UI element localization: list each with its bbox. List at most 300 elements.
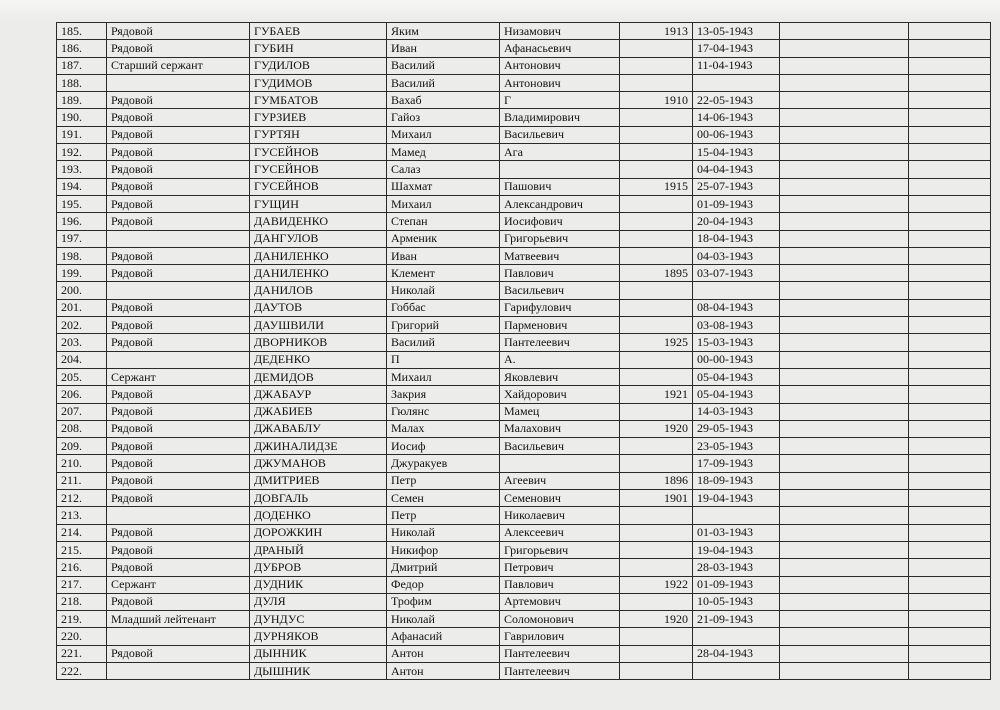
date-cell: 17-04-1943 xyxy=(693,40,780,57)
registry-rows xyxy=(57,23,991,680)
patronymic-cell: Артемович xyxy=(500,593,620,610)
empty-cell-1 xyxy=(780,438,909,455)
empty-cell-1 xyxy=(780,126,909,143)
rank-cell: Старший сержант xyxy=(107,57,250,74)
empty-cell-1 xyxy=(780,524,909,541)
row-number: 189. xyxy=(57,92,107,109)
row-number: 205. xyxy=(57,368,107,385)
birth-year-cell xyxy=(620,282,693,299)
birth-year-cell xyxy=(620,593,693,610)
empty-cell-2 xyxy=(909,317,991,334)
row-number: 209. xyxy=(57,438,107,455)
table-row xyxy=(57,403,991,420)
row-number: 195. xyxy=(57,195,107,212)
date-cell: 01-09-1943 xyxy=(693,195,780,212)
date-cell: 20-04-1943 xyxy=(693,213,780,230)
patronymic-cell: Матвеевич xyxy=(500,247,620,264)
empty-cell-2 xyxy=(909,247,991,264)
birth-year-cell xyxy=(620,351,693,368)
row-number: 221. xyxy=(57,645,107,662)
rank-cell: Рядовой xyxy=(107,386,250,403)
empty-cell-1 xyxy=(780,57,909,74)
rank-cell: Рядовой xyxy=(107,403,250,420)
patronymic-cell: Пантелеевич xyxy=(500,645,620,662)
first-name-cell: Петр xyxy=(387,472,500,489)
table-row xyxy=(57,265,991,282)
empty-cell-2 xyxy=(909,368,991,385)
empty-cell-2 xyxy=(909,351,991,368)
empty-cell-2 xyxy=(909,438,991,455)
empty-cell-2 xyxy=(909,524,991,541)
table-row xyxy=(57,334,991,351)
first-name-cell: Никифор xyxy=(387,541,500,558)
birth-year-cell xyxy=(620,195,693,212)
date-cell: 05-04-1943 xyxy=(693,368,780,385)
patronymic-cell: Васильевич xyxy=(500,438,620,455)
empty-cell-2 xyxy=(909,161,991,178)
surname-cell: ДЫШНИК xyxy=(250,662,387,679)
surname-cell: ДУБРОВ xyxy=(250,559,387,576)
rank-cell xyxy=(107,662,250,679)
surname-cell: ГУМБАТОВ xyxy=(250,92,387,109)
empty-cell-2 xyxy=(909,490,991,507)
row-number: 192. xyxy=(57,144,107,161)
surname-cell: ДЖУМАНОВ xyxy=(250,455,387,472)
empty-cell-2 xyxy=(909,230,991,247)
first-name-cell: Арменик xyxy=(387,230,500,247)
first-name-cell: Семен xyxy=(387,490,500,507)
table-row xyxy=(57,144,991,161)
date-cell: 23-05-1943 xyxy=(693,438,780,455)
registry-table xyxy=(56,22,991,680)
surname-cell: ГУСЕЙНОВ xyxy=(250,161,387,178)
date-cell: 22-05-1943 xyxy=(693,92,780,109)
rank-cell: Рядовой xyxy=(107,334,250,351)
empty-cell-2 xyxy=(909,507,991,524)
first-name-cell: Иван xyxy=(387,40,500,57)
birth-year-cell xyxy=(620,455,693,472)
rank-cell xyxy=(107,282,250,299)
row-number: 203. xyxy=(57,334,107,351)
table-row xyxy=(57,420,991,437)
date-cell xyxy=(693,507,780,524)
rank-cell: Рядовой xyxy=(107,109,250,126)
empty-cell-2 xyxy=(909,628,991,645)
table-row xyxy=(57,92,991,109)
patronymic-cell: А. xyxy=(500,351,620,368)
surname-cell: ДУДНИК xyxy=(250,576,387,593)
empty-cell-2 xyxy=(909,559,991,576)
rank-cell: Рядовой xyxy=(107,420,250,437)
page-top-edge xyxy=(0,0,1000,20)
first-name-cell: Василий xyxy=(387,74,500,91)
first-name-cell: Афанасий xyxy=(387,628,500,645)
empty-cell-1 xyxy=(780,403,909,420)
birth-year-cell xyxy=(620,230,693,247)
empty-cell-2 xyxy=(909,403,991,420)
surname-cell: ДОДЕНКО xyxy=(250,507,387,524)
rank-cell xyxy=(107,507,250,524)
table-row xyxy=(57,576,991,593)
birth-year-cell xyxy=(620,403,693,420)
row-number: 185. xyxy=(57,23,107,40)
patronymic-cell: Владимирович xyxy=(500,109,620,126)
empty-cell-1 xyxy=(780,247,909,264)
empty-cell-1 xyxy=(780,628,909,645)
surname-cell: ДОРОЖКИН xyxy=(250,524,387,541)
patronymic-cell: Малахович xyxy=(500,420,620,437)
empty-cell-1 xyxy=(780,195,909,212)
first-name-cell: Гайоз xyxy=(387,109,500,126)
birth-year-cell: 1913 xyxy=(620,23,693,40)
empty-cell-2 xyxy=(909,472,991,489)
empty-cell-2 xyxy=(909,611,991,628)
rank-cell: Рядовой xyxy=(107,438,250,455)
patronymic-cell: Пантелеевич xyxy=(500,334,620,351)
date-cell: 14-03-1943 xyxy=(693,403,780,420)
first-name-cell: Николай xyxy=(387,282,500,299)
table-row xyxy=(57,628,991,645)
surname-cell: ДАНИЛЕНКО xyxy=(250,265,387,282)
empty-cell-2 xyxy=(909,299,991,316)
surname-cell: ГУДИЛОВ xyxy=(250,57,387,74)
row-number: 188. xyxy=(57,74,107,91)
rank-cell: Рядовой xyxy=(107,559,250,576)
surname-cell: ДЖАБАУР xyxy=(250,386,387,403)
surname-cell: ДАНИЛЕНКО xyxy=(250,247,387,264)
table-row xyxy=(57,282,991,299)
birth-year-cell: 1896 xyxy=(620,472,693,489)
empty-cell-2 xyxy=(909,455,991,472)
table-row xyxy=(57,351,991,368)
birth-year-cell xyxy=(620,109,693,126)
patronymic-cell: Васильевич xyxy=(500,126,620,143)
first-name-cell: Федор xyxy=(387,576,500,593)
patronymic-cell: Гарифулович xyxy=(500,299,620,316)
empty-cell-1 xyxy=(780,299,909,316)
table-row xyxy=(57,195,991,212)
date-cell: 15-03-1943 xyxy=(693,334,780,351)
rank-cell: Рядовой xyxy=(107,490,250,507)
birth-year-cell xyxy=(620,317,693,334)
date-cell: 03-07-1943 xyxy=(693,265,780,282)
date-cell: 00-00-1943 xyxy=(693,351,780,368)
table-row xyxy=(57,455,991,472)
rank-cell: Рядовой xyxy=(107,593,250,610)
row-number: 190. xyxy=(57,109,107,126)
first-name-cell: Василий xyxy=(387,334,500,351)
empty-cell-2 xyxy=(909,195,991,212)
date-cell: 29-05-1943 xyxy=(693,420,780,437)
patronymic-cell: Низамович xyxy=(500,23,620,40)
empty-cell-1 xyxy=(780,455,909,472)
date-cell: 01-09-1943 xyxy=(693,576,780,593)
empty-cell-2 xyxy=(909,593,991,610)
surname-cell: ГУБИН xyxy=(250,40,387,57)
row-number: 220. xyxy=(57,628,107,645)
empty-cell-2 xyxy=(909,541,991,558)
birth-year-cell: 1901 xyxy=(620,490,693,507)
empty-cell-1 xyxy=(780,40,909,57)
birth-year-cell: 1920 xyxy=(620,420,693,437)
empty-cell-1 xyxy=(780,490,909,507)
rank-cell: Рядовой xyxy=(107,40,250,57)
first-name-cell: Василий xyxy=(387,57,500,74)
patronymic-cell: Г xyxy=(500,92,620,109)
rank-cell: Рядовой xyxy=(107,455,250,472)
date-cell: 08-04-1943 xyxy=(693,299,780,316)
rank-cell: Рядовой xyxy=(107,144,250,161)
patronymic-cell: Александрович xyxy=(500,195,620,212)
surname-cell: ДОВГАЛЬ xyxy=(250,490,387,507)
date-cell: 00-06-1943 xyxy=(693,126,780,143)
patronymic-cell: Ага xyxy=(500,144,620,161)
birth-year-cell xyxy=(620,541,693,558)
row-number: 193. xyxy=(57,161,107,178)
first-name-cell: Яким xyxy=(387,23,500,40)
date-cell xyxy=(693,628,780,645)
row-number: 210. xyxy=(57,455,107,472)
empty-cell-1 xyxy=(780,351,909,368)
rank-cell: Рядовой xyxy=(107,23,250,40)
date-cell: 14-06-1943 xyxy=(693,109,780,126)
date-cell: 19-04-1943 xyxy=(693,490,780,507)
rank-cell xyxy=(107,628,250,645)
rank-cell: Сержант xyxy=(107,576,250,593)
birth-year-cell: 1920 xyxy=(620,611,693,628)
rank-cell: Рядовой xyxy=(107,92,250,109)
first-name-cell: Малах xyxy=(387,420,500,437)
row-number: 200. xyxy=(57,282,107,299)
first-name-cell: Николай xyxy=(387,524,500,541)
empty-cell-2 xyxy=(909,144,991,161)
table-row xyxy=(57,559,991,576)
surname-cell: ДМИТРИЕВ xyxy=(250,472,387,489)
rank-cell: Рядовой xyxy=(107,299,250,316)
empty-cell-1 xyxy=(780,282,909,299)
surname-cell: ДЖИНАЛИДЗЕ xyxy=(250,438,387,455)
empty-cell-2 xyxy=(909,576,991,593)
rank-cell xyxy=(107,351,250,368)
empty-cell-1 xyxy=(780,368,909,385)
row-number: 213. xyxy=(57,507,107,524)
row-number: 196. xyxy=(57,213,107,230)
empty-cell-1 xyxy=(780,593,909,610)
birth-year-cell xyxy=(620,559,693,576)
empty-cell-1 xyxy=(780,23,909,40)
date-cell: 18-09-1943 xyxy=(693,472,780,489)
empty-cell-1 xyxy=(780,213,909,230)
empty-cell-2 xyxy=(909,662,991,679)
patronymic-cell: Пантелеевич xyxy=(500,662,620,679)
birth-year-cell: 1895 xyxy=(620,265,693,282)
empty-cell-2 xyxy=(909,420,991,437)
surname-cell: ДЫННИК xyxy=(250,645,387,662)
surname-cell: ДЖАБИЕВ xyxy=(250,403,387,420)
table-row xyxy=(57,178,991,195)
surname-cell: ДЖАВАБЛУ xyxy=(250,420,387,437)
row-number: 216. xyxy=(57,559,107,576)
rank-cell: Рядовой xyxy=(107,541,250,558)
surname-cell: ДРАНЫЙ xyxy=(250,541,387,558)
first-name-cell: Михаил xyxy=(387,368,500,385)
date-cell xyxy=(693,662,780,679)
surname-cell: ГУСЕЙНОВ xyxy=(250,178,387,195)
first-name-cell: П xyxy=(387,351,500,368)
row-number: 198. xyxy=(57,247,107,264)
empty-cell-2 xyxy=(909,334,991,351)
empty-cell-1 xyxy=(780,109,909,126)
first-name-cell: Шахмат xyxy=(387,178,500,195)
empty-cell-2 xyxy=(909,386,991,403)
empty-cell-1 xyxy=(780,611,909,628)
first-name-cell: Антон xyxy=(387,645,500,662)
row-number: 201. xyxy=(57,299,107,316)
empty-cell-1 xyxy=(780,541,909,558)
date-cell: 04-03-1943 xyxy=(693,247,780,264)
row-number: 191. xyxy=(57,126,107,143)
first-name-cell: Степан xyxy=(387,213,500,230)
birth-year-cell xyxy=(620,645,693,662)
birth-year-cell xyxy=(620,438,693,455)
rank-cell: Рядовой xyxy=(107,645,250,662)
date-cell: 11-04-1943 xyxy=(693,57,780,74)
surname-cell: ДУРНЯКОВ xyxy=(250,628,387,645)
surname-cell: ДЕМИДОВ xyxy=(250,368,387,385)
empty-cell-1 xyxy=(780,161,909,178)
empty-cell-1 xyxy=(780,645,909,662)
date-cell: 28-04-1943 xyxy=(693,645,780,662)
patronymic-cell: Николаевич xyxy=(500,507,620,524)
table-row xyxy=(57,74,991,91)
empty-cell-1 xyxy=(780,386,909,403)
row-number: 186. xyxy=(57,40,107,57)
first-name-cell: Антон xyxy=(387,662,500,679)
table-row xyxy=(57,611,991,628)
patronymic-cell: Афанасьевич xyxy=(500,40,620,57)
table-row xyxy=(57,368,991,385)
birth-year-cell xyxy=(620,524,693,541)
date-cell: 13-05-1943 xyxy=(693,23,780,40)
birth-year-cell xyxy=(620,40,693,57)
empty-cell-2 xyxy=(909,213,991,230)
rank-cell: Рядовой xyxy=(107,265,250,282)
birth-year-cell xyxy=(620,507,693,524)
surname-cell: ГУЩИН xyxy=(250,195,387,212)
table-row xyxy=(57,126,991,143)
rank-cell xyxy=(107,230,250,247)
birth-year-cell: 1925 xyxy=(620,334,693,351)
patronymic-cell: Петрович xyxy=(500,559,620,576)
patronymic-cell: Алексеевич xyxy=(500,524,620,541)
row-number: 197. xyxy=(57,230,107,247)
surname-cell: ГУДИМОВ xyxy=(250,74,387,91)
surname-cell: ДУНДУС xyxy=(250,611,387,628)
empty-cell-2 xyxy=(909,74,991,91)
surname-cell: ГУРЗИЕВ xyxy=(250,109,387,126)
first-name-cell: Дмитрий xyxy=(387,559,500,576)
patronymic-cell: Иосифович xyxy=(500,213,620,230)
birth-year-cell xyxy=(620,74,693,91)
birth-year-cell xyxy=(620,247,693,264)
birth-year-cell xyxy=(620,161,693,178)
rank-cell: Рядовой xyxy=(107,247,250,264)
row-number: 199. xyxy=(57,265,107,282)
first-name-cell: Михаил xyxy=(387,126,500,143)
empty-cell-1 xyxy=(780,420,909,437)
rank-cell: Рядовой xyxy=(107,195,250,212)
rank-cell: Рядовой xyxy=(107,524,250,541)
empty-cell-1 xyxy=(780,576,909,593)
first-name-cell: Петр xyxy=(387,507,500,524)
empty-cell-1 xyxy=(780,144,909,161)
surname-cell: ДАВИДЕНКО xyxy=(250,213,387,230)
patronymic-cell xyxy=(500,455,620,472)
birth-year-cell: 1921 xyxy=(620,386,693,403)
table-row xyxy=(57,161,991,178)
table-row xyxy=(57,40,991,57)
birth-year-cell xyxy=(620,126,693,143)
rank-cell: Рядовой xyxy=(107,213,250,230)
birth-year-cell: 1915 xyxy=(620,178,693,195)
row-number: 194. xyxy=(57,178,107,195)
empty-cell-2 xyxy=(909,92,991,109)
table-row xyxy=(57,507,991,524)
patronymic-cell: Васильевич xyxy=(500,282,620,299)
table-row xyxy=(57,662,991,679)
patronymic-cell: Агеевич xyxy=(500,472,620,489)
table-row xyxy=(57,317,991,334)
table-row xyxy=(57,472,991,489)
birth-year-cell xyxy=(620,368,693,385)
rank-cell: Рядовой xyxy=(107,126,250,143)
first-name-cell: Вахаб xyxy=(387,92,500,109)
empty-cell-2 xyxy=(909,126,991,143)
empty-cell-1 xyxy=(780,317,909,334)
row-number: 187. xyxy=(57,57,107,74)
patronymic-cell: Хайдорович xyxy=(500,386,620,403)
table-row xyxy=(57,213,991,230)
first-name-cell: Григорий xyxy=(387,317,500,334)
rank-cell: Рядовой xyxy=(107,161,250,178)
rank-cell xyxy=(107,74,250,91)
empty-cell-2 xyxy=(909,178,991,195)
patronymic-cell: Григорьевич xyxy=(500,230,620,247)
patronymic-cell: Пашович xyxy=(500,178,620,195)
surname-cell: ДАУШВИЛИ xyxy=(250,317,387,334)
birth-year-cell xyxy=(620,299,693,316)
table-row xyxy=(57,57,991,74)
date-cell: 17-09-1943 xyxy=(693,455,780,472)
row-number: 212. xyxy=(57,490,107,507)
surname-cell: ДАНИЛОВ xyxy=(250,282,387,299)
first-name-cell: Гюлянс xyxy=(387,403,500,420)
birth-year-cell xyxy=(620,662,693,679)
row-number: 206. xyxy=(57,386,107,403)
empty-cell-1 xyxy=(780,178,909,195)
date-cell: 19-04-1943 xyxy=(693,541,780,558)
empty-cell-1 xyxy=(780,472,909,489)
row-number: 222. xyxy=(57,662,107,679)
empty-cell-1 xyxy=(780,662,909,679)
table-row xyxy=(57,438,991,455)
patronymic-cell: Семенович xyxy=(500,490,620,507)
first-name-cell: Мамед xyxy=(387,144,500,161)
empty-cell-2 xyxy=(909,282,991,299)
date-cell: 21-09-1943 xyxy=(693,611,780,628)
patronymic-cell: Павлович xyxy=(500,576,620,593)
birth-year-cell xyxy=(620,213,693,230)
